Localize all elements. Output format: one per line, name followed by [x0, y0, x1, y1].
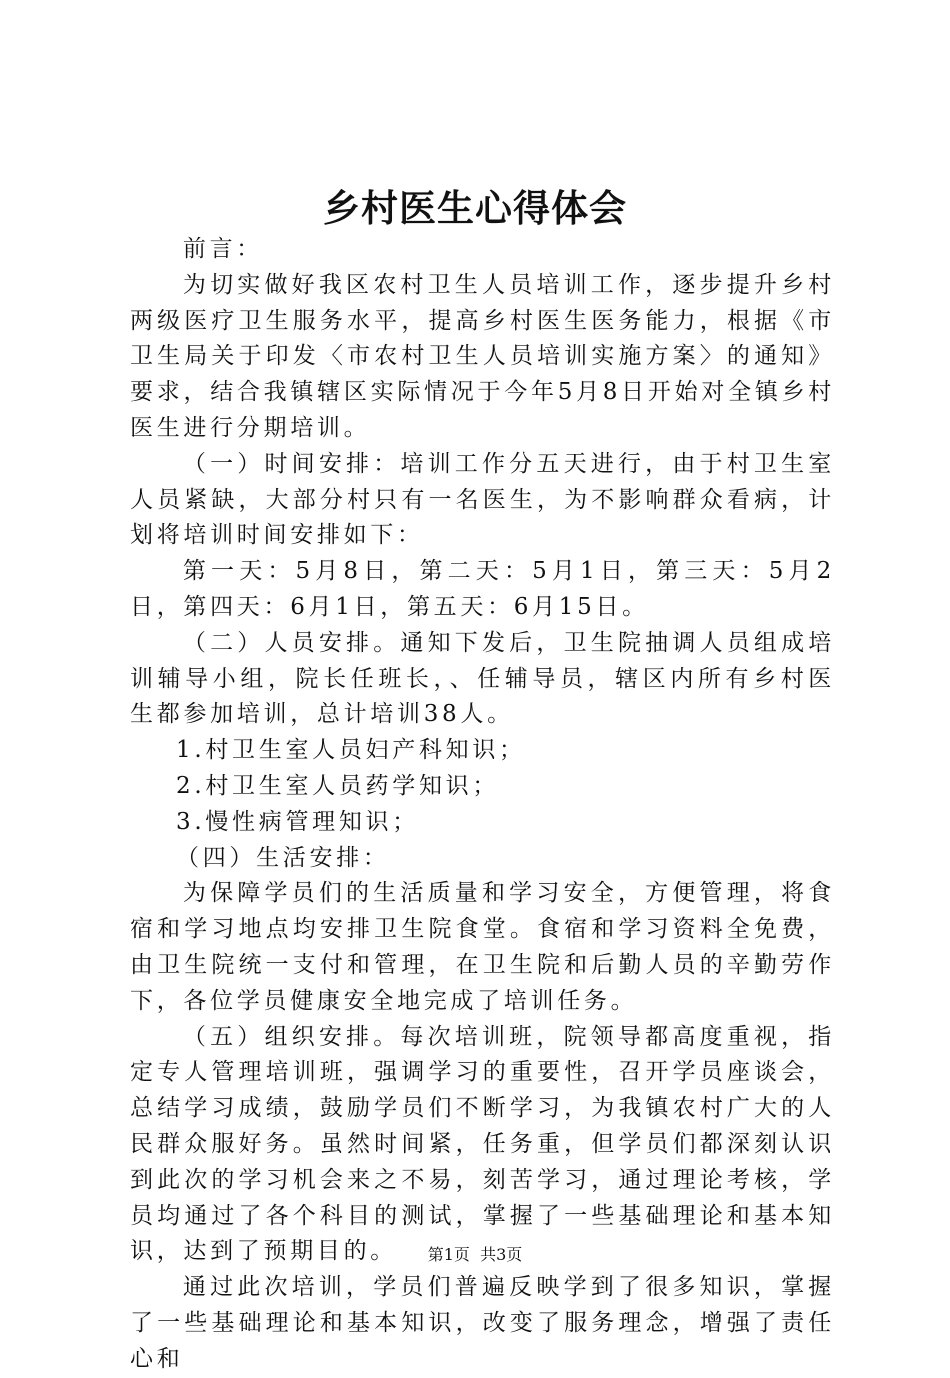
paragraph-conclusion: 通过此次培训，学员们普遍反映学到了很多知识，掌握了一些基础理论和基本知识，改变了服务理念，增强了责任心和 — [130, 1274, 835, 1372]
paragraph-time-arrangement: （一）时间安排：培训工作分五天进行，由于村卫生室人员紧缺，大部分村只有一名医生，为不影响群众看病，计划将培训时间安排如下： — [130, 450, 835, 549]
document-title: 乡村医生心得体会 — [323, 186, 627, 230]
page-number: 第1页 共3页 — [427, 1245, 523, 1264]
page-footer — [0, 1244, 950, 1266]
preface-label: 前言： — [182, 236, 263, 262]
list-item-1: 1.村卫生室人员妇产科知识； — [176, 737, 526, 764]
paragraph-living-arrangement: 为保障学员们的生活质量和学习安全，方便管理，将食宿和学习地点均安排卫生院食堂。食宿和学习资料全免费，由卫生院统一支付和管理，在卫生院和后勤人员的辛勤劳作下，各位学员健康安全地完成了培训任务。 — [130, 880, 835, 1014]
paragraph-intro: 为切实做好我区农村卫生人员培训工作，逐步提升乡村两级医疗卫生服务水平，提高乡村医生医务能力，根据《市卫生局关于印发〈市农村卫生人员培训实施方案〉的通知》要求，结合我镇辖区实际情况于今年5月8日开始对全镇乡村医生进行分期培训。 — [130, 271, 835, 441]
paragraph-staff-arrangement: （二）人员安排。通知下发后，卫生院抽调人员组成培训辅导小组，院长任班长，、任辅导员，辖区内所有乡村医生都参加培训，总计培训38人。 — [130, 629, 835, 728]
document-body — [130, 232, 835, 1378]
paragraph-schedule-days: 第一天：5月8日，第二天：5月1日，第三天：5月2日，第四天：6月1日，第五天：6月15日。 — [130, 558, 835, 620]
list-item-2: 2.村卫生室人员药学知识； — [176, 772, 500, 799]
section-heading-living: （四）生活安排： — [176, 844, 390, 871]
paragraph-organization: （五）组织安排。每次培训班，院领导都高度重视，指定专人管理培训班，强调学习的重要性，召开学员座谈会，总结学习成绩，鼓励学员们不断学习，为我镇农村广大的人民群众服好务。虽然时间紧，任务重，但学员们都深刻认识到此次的学习机会来之不易，刻苦学习，通过理论考核，学员均通过了各个科目的测试，掌握了一些基础理论和基本知识，达到了预期目的。 — [130, 1023, 835, 1265]
list-item-3: 3.慢性病管理知识； — [176, 808, 419, 835]
